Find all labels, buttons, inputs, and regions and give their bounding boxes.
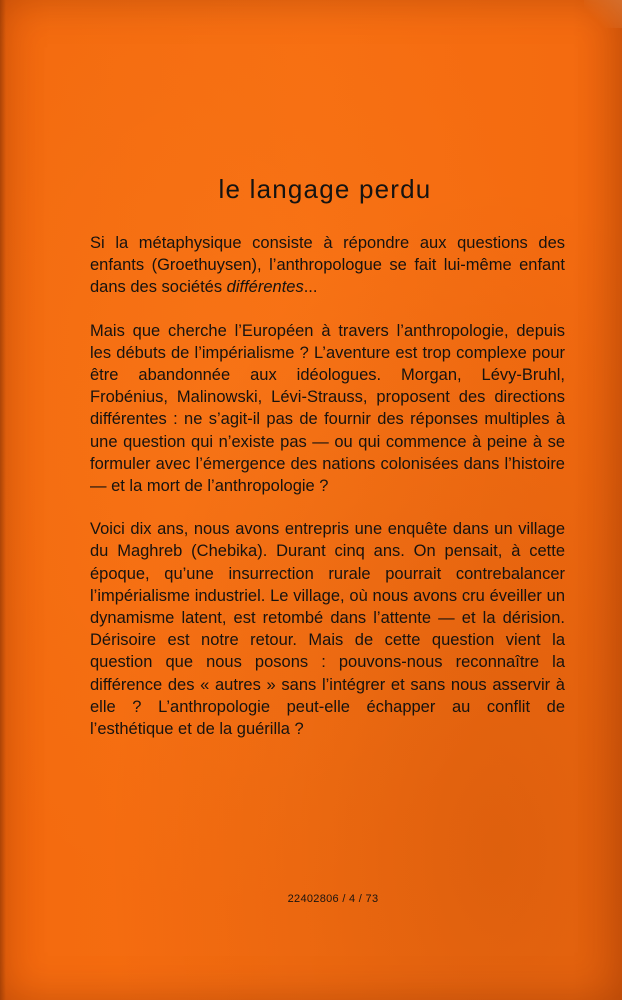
paragraph-1-lead: Si la métaphysique consiste à répondre aux questions des enfants (Groethuysen), l’anthropologue se fait lui-même enfant dans des sociétés <box>90 234 565 297</box>
blurb-paragraph-2: Mais que cherche l’Européen à travers l’anthropologie, depuis les débuts de l’impérialisme ? L’aventure est trop complexe pour être abandonnée aux idéologues. Morgan, Lévy-Bruhl, Frobénius, Malinowski, Lévi-Strauss, proposent des directions différentes : ne s’agit-il pas de fournir des réponses multiples à une question qui n’existe pas — ou qui commence à peine à se formuler avec l’émergence des nations colonisées dans l’histoire — et la mort de l’anthropologie ? <box>90 321 565 496</box>
blurb-text <box>90 232 565 761</box>
cover-corner-wear <box>584 0 622 28</box>
cover-edge-shadow <box>0 0 6 1000</box>
book-title: le langage perdu <box>218 174 432 204</box>
paragraph-1-ellipsis: ... <box>303 278 318 297</box>
paragraph-1-italic: différentes <box>226 278 304 297</box>
catalog-code: 22402806 / 4 / 73 <box>287 893 379 905</box>
blurb-paragraph-1 <box>90 232 565 299</box>
blurb-paragraph-3: Voici dix ans, nous avons entrepris une enquête dans un village du Maghreb (Chebika). Durant cinq ans. On pensait, à cette époque, qu’une insurrection rurale pourrait contrebalancer l’impérialisme industriel. Le village, où nous avons cru éveiller un dynamisme latent, est retombé dans l’attente — et la dérision. Dérisoire est notre retour. Mais de cette question vient la question que nous posons : pouvons-nous reconnaître la différence des « autres » sans l’intégrer et sans nous asservir à elle ? L’anthropologie peut-elle échapper au conflit de l’esthétique et de la guérilla ? <box>90 520 565 739</box>
